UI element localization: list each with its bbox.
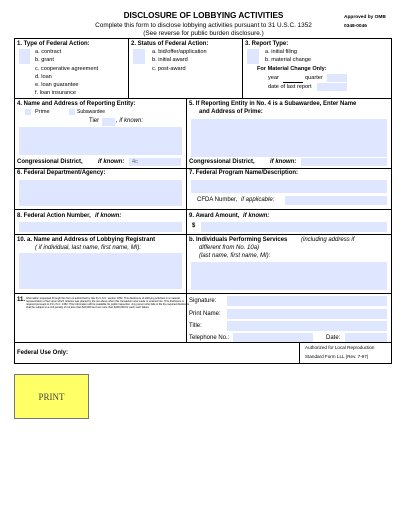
divider xyxy=(299,342,300,364)
s11-signature-field[interactable] xyxy=(227,296,387,306)
s5-congressional-if-known: if known: xyxy=(270,159,297,165)
s10b-individuals-field[interactable] xyxy=(191,262,387,290)
divider xyxy=(15,342,391,343)
s8-label: 8. Federal Action Number, xyxy=(17,213,91,219)
s4-congressional-value: 4c xyxy=(132,159,138,165)
s3-option: b. material change xyxy=(265,57,312,63)
s9-award-amount-field[interactable] xyxy=(201,222,387,232)
s4-address-field[interactable] xyxy=(19,127,182,155)
s3-last-report-label: date of last report xyxy=(268,84,312,90)
s4-prime-label: Prime xyxy=(35,109,50,115)
s4-congressional-if-known: if known: xyxy=(98,159,125,165)
s3-report-field[interactable] xyxy=(247,49,259,64)
s6-agency-field[interactable] xyxy=(19,180,182,206)
divider xyxy=(15,168,391,169)
s8-label-if-known: if known: xyxy=(95,213,122,219)
s4-prime-checkbox[interactable] xyxy=(25,109,31,115)
print-button[interactable]: PRINT xyxy=(14,374,89,419)
s10b-sublabel2: (last name, first name, MI): xyxy=(199,253,271,259)
s9-label: 9. Award Amount, xyxy=(189,213,240,219)
s11-telephone-field[interactable] xyxy=(233,333,313,342)
s7-label: 7. Federal Program Name/Description: xyxy=(189,170,299,176)
s1-option: a. contract xyxy=(35,49,62,55)
s5-address-field[interactable] xyxy=(191,119,387,157)
s11-number: 11. xyxy=(17,297,26,303)
s3-option: a. initial filing xyxy=(265,49,298,55)
s10a-label: 10. a. Name and Address of Lobbying Registrant xyxy=(17,237,156,243)
s8-action-number-field[interactable] xyxy=(19,222,182,232)
s2-status-field[interactable] xyxy=(133,49,145,64)
s11-print-name-field[interactable] xyxy=(227,309,387,319)
s1-option: b. grant xyxy=(35,57,54,63)
s4-subawardee-checkbox[interactable] xyxy=(69,109,75,115)
form-subtitle-note: (See reverse for public burden disclosure.) xyxy=(143,30,264,37)
s2-option: a. bid/offer/application xyxy=(152,49,207,55)
s10b-label: b. Individuals Performing Services xyxy=(189,237,288,243)
s3-quarter-field[interactable] xyxy=(327,74,347,82)
s7-program-field[interactable] xyxy=(191,180,387,193)
authorized-reproduction: Authorized for Local Reproduction xyxy=(305,345,375,350)
form-body xyxy=(14,38,392,364)
s11-date-label: Date: xyxy=(326,335,341,341)
divider xyxy=(242,39,243,98)
divider xyxy=(15,293,391,294)
s10b-sublabel: different from No. 10a) xyxy=(199,245,260,251)
s2-option: b. initial award xyxy=(152,57,188,63)
s3-material-change-heading: For Material Change Only: xyxy=(257,66,327,72)
s2-option: c. post-award xyxy=(152,66,186,72)
s3-last-report-field[interactable] xyxy=(317,83,347,91)
s11-date-field[interactable] xyxy=(345,333,387,342)
divider xyxy=(15,234,391,235)
s3-label: 3. Report Type: xyxy=(245,41,289,47)
s4-label: 4. Name and Address of Reporting Entity: xyxy=(17,101,136,107)
s11-telephone-label: Telephone No.: xyxy=(189,335,230,341)
s11-title-label: Title: xyxy=(189,323,202,329)
s9-label-if-known: if known: xyxy=(243,213,270,219)
s11-signature-label: Signature: xyxy=(189,298,217,304)
omb-approved: Approved by OMB xyxy=(344,15,386,20)
standard-form-number: Standard Form LLL (Rev. 7-97) xyxy=(305,354,369,359)
divider xyxy=(15,98,391,99)
s4-subawardee-label: Subawardee xyxy=(77,109,106,115)
s5-congressional-field[interactable] xyxy=(301,158,387,166)
s7-cfda-if-applicable: if applicable: xyxy=(241,197,275,203)
s5-congressional-label: Congressional District, xyxy=(189,159,255,165)
divider xyxy=(128,39,129,98)
s11-disclosure-text: Information requested through this form is authorized by title 31 U.S.C. section 1352. This disclosure of lobbying activities is a material representation of fact upon which reliance was placed by the tier above when this transaction was made or entered into. This disclosure is required pursuant to 31 U.S.C. 1352. This information will be available for public inspection. Any person who fails to file the required disclosure shall be subject to a civil penalty of not less than $10,000 and not more than $100,000 for each such failure. xyxy=(26,297,190,310)
s1-type-field[interactable] xyxy=(19,49,30,64)
s10b-label-if: (including address if xyxy=(301,237,355,243)
federal-use-label: Federal Use Only: xyxy=(17,350,69,356)
form-title: DISCLOSURE OF LOBBYING ACTIVITIES xyxy=(123,11,284,20)
s1-option: f. loan insurance xyxy=(35,90,77,96)
s11-print-name-label: Print Name: xyxy=(189,311,221,317)
divider xyxy=(15,209,391,210)
s5-label: 5. If Reporting Entity in No. 4 is a Subawardee, Enter Name xyxy=(189,101,357,107)
s4-tier-if-known: , if known: xyxy=(116,118,144,124)
s4-congressional-label: Congressional District, xyxy=(17,159,83,165)
s10a-sublabel: ( if individual, last name, first name, MI): xyxy=(35,245,142,251)
s1-label: 1. Type of Federal Action: xyxy=(17,41,90,47)
s10a-registrant-field[interactable] xyxy=(19,253,182,289)
s1-option: d. loan xyxy=(35,74,52,80)
s9-currency: $ xyxy=(192,223,196,229)
s11-title-field[interactable] xyxy=(227,321,387,331)
s4-tier-label: Tier xyxy=(89,118,100,124)
s7-cfda-label: CFDA Number, xyxy=(197,197,238,203)
s3-quarter-label: quarter xyxy=(305,75,323,81)
s3-year-field[interactable] xyxy=(283,82,303,83)
s1-option: e. loan guarantee xyxy=(35,82,79,88)
s1-option: c. cooperative agreement xyxy=(35,66,99,72)
s6-label: 6. Federal Department/Agency: xyxy=(17,170,106,176)
s4-tier-field[interactable] xyxy=(102,118,115,126)
s2-label: 2. Status of Federal Action: xyxy=(131,41,209,47)
omb-number: 0348-0046 xyxy=(344,24,367,29)
form-subtitle: Complete this form to disclose lobbying activities pursuant to 31 U.S.C. 1352 xyxy=(95,22,312,29)
s5-label-cont: and Address of Prime: xyxy=(199,109,263,115)
s7-cfda-field[interactable] xyxy=(285,196,387,205)
s3-year-label: year xyxy=(268,75,279,81)
